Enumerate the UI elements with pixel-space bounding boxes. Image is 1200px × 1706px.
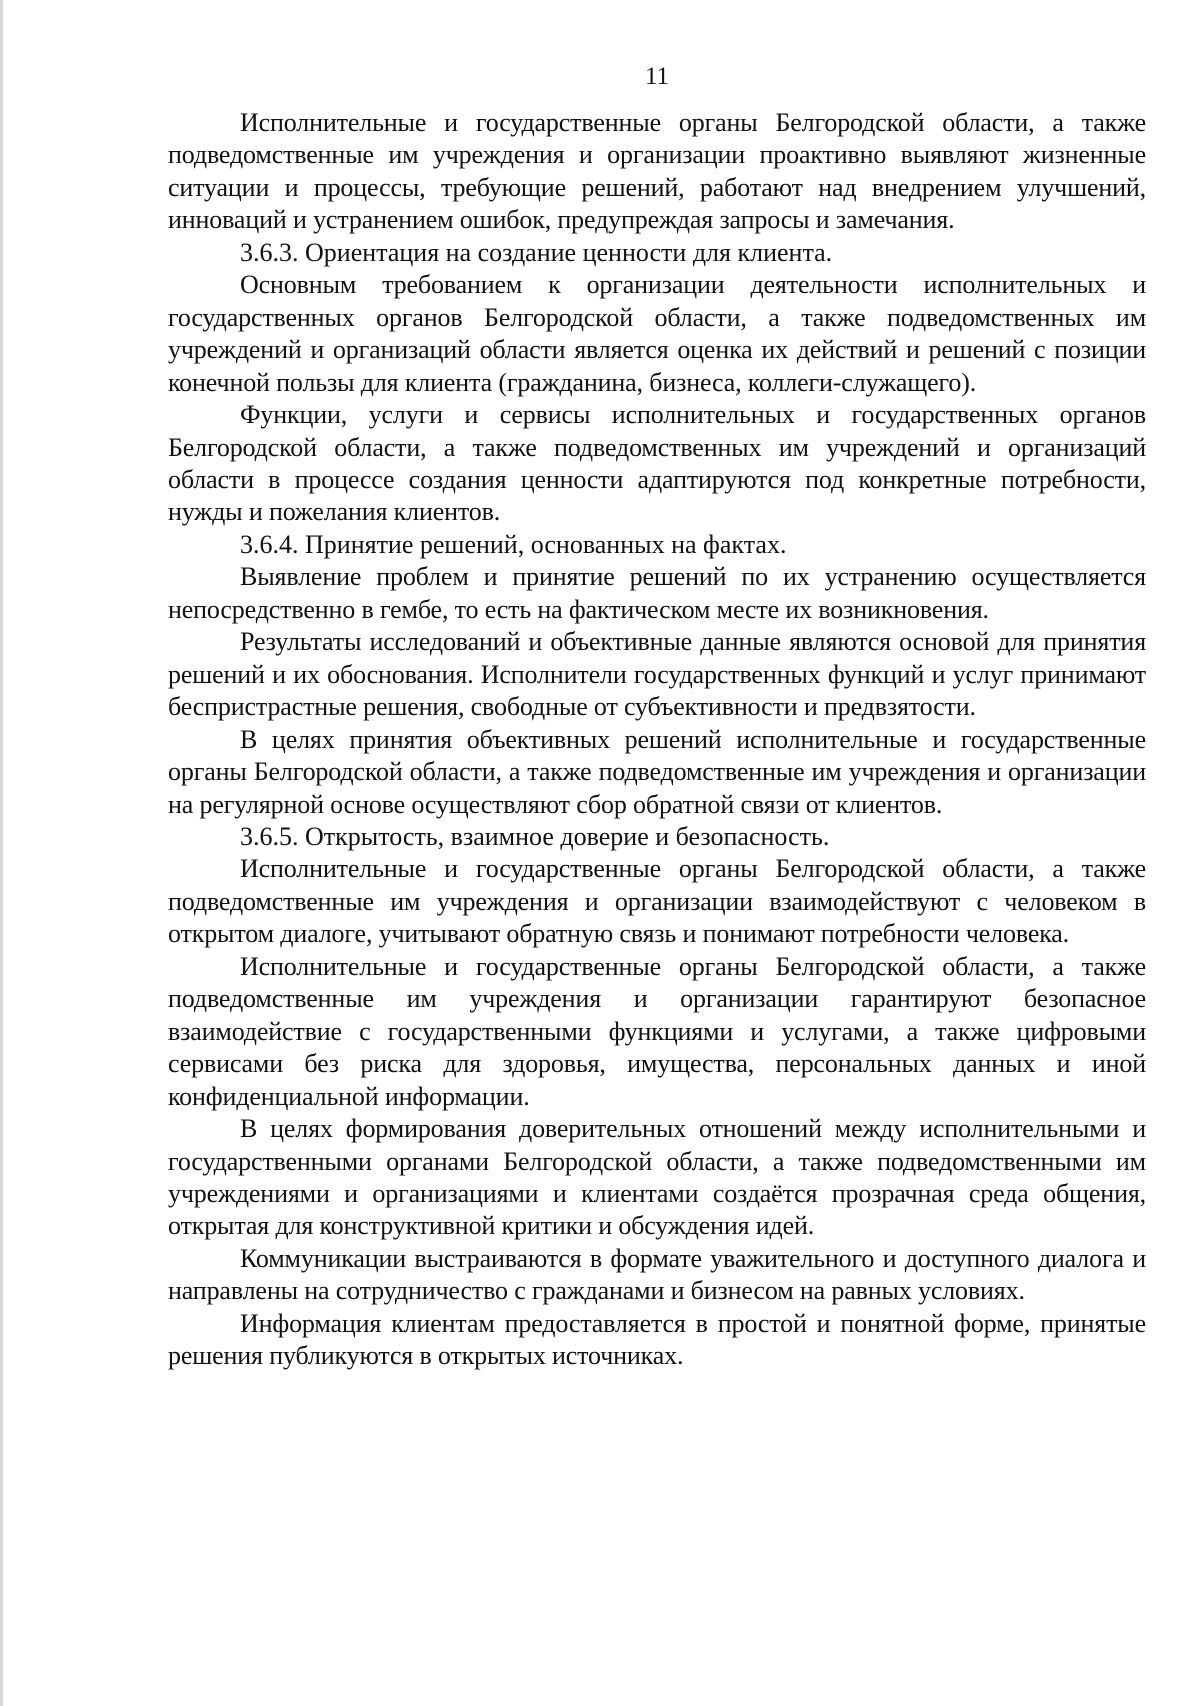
paragraph-trust-environment: В целях формирования доверительных отношений между исполнительными и государственными органами Белгородской области, а также подведомственными им учреждениями и организациями и клиентами создаётся прозрачная среда общения, открытая для конструктивной критики и обсуждения идей. (168, 1114, 1146, 1241)
paragraph-proactive: Исполнительные и государственные органы Белгородской области, а также подведомственные им учреждения и организации проактивно выявляют жизненные ситуации и процессы, требующие решений, работают над внедрением улучшений, инноваций и устранением ошибок, предупреждая запросы и замечания. (168, 108, 1146, 235)
document-body (168, 107, 1146, 1373)
paragraph-communications: Коммуникации выстраиваются в формате уважительного и доступного диалога и направлены на сотрудничество с гражданами и бизнесом на равных условиях. (168, 1243, 1146, 1306)
section-heading-3-6-4: 3.6.4. Принятие решений, основанных на фактах. (240, 529, 787, 559)
section-heading-3-6-3: 3.6.3. Ориентация на создание ценности для клиента. (240, 237, 833, 267)
scan-edge (0, 0, 3, 1706)
paragraph-research-results: Результаты исследований и объективные данные являются основой для принятия решений и их обоснования. Исполнители государственных функций и услуг принимают беспристрастные решения, свободные от субъективности и предвзятости. (168, 627, 1146, 722)
page-number: 11 (644, 63, 670, 90)
paragraph-main-requirement: Основным требованием к организации деятельности исполнительных и государственных органов Белгородской области, а также подведомственных им учреждений и организаций области является оценка их действий и решений с позиции конечной пользы для клиента (гражданина, бизнеса, коллеги-служащего). (168, 270, 1146, 397)
paragraph-safe-interaction: Исполнительные и государственные органы Белгородской области, а также подведомственные им учреждения и организации гарантируют безопасное взаимодействие с государственными функциями и услугами, а также цифровыми сервисами без риска для здоровья, имущества, персональных данных и иной конфиденциальной информации. (168, 951, 1146, 1111)
paragraph-feedback-collection: В целях принятия объективных решений исполнительные и государственные органы Белгородской области, а также подведомственные им учреждения и организации на регулярной основе осуществляют сбор обратной связи от клиентов. (168, 724, 1146, 819)
paragraph-open-dialogue: Исполнительные и государственные органы Белгородской области, а также подведомственные им учреждения и организации взаимодействуют с человеком в открытом диалоге, учитывают обратную связь и понимают потребности человека. (168, 854, 1146, 949)
paragraph-client-information: Информация клиентам предоставляется в простой и понятной форме, принятые решения публикуются в открытых источниках. (168, 1308, 1146, 1371)
paragraph-problem-detection: Выявление проблем и принятие решений по их устранению осуществляется непосредственно в гембе, то есть на фактическом месте их возникновения. (168, 562, 1146, 624)
section-heading-3-6-5: 3.6.5. Открытость, взаимное доверие и безопасность. (240, 821, 830, 851)
paragraph-functions-services: Функции, услуги и сервисы исполнительных и государственных органов Белгородской области, а также подведомственных им учреждений и организаций области в процессе создания ценности адаптируются под конкретные потребности, нужды и пожелания клиентов. (168, 400, 1146, 527)
